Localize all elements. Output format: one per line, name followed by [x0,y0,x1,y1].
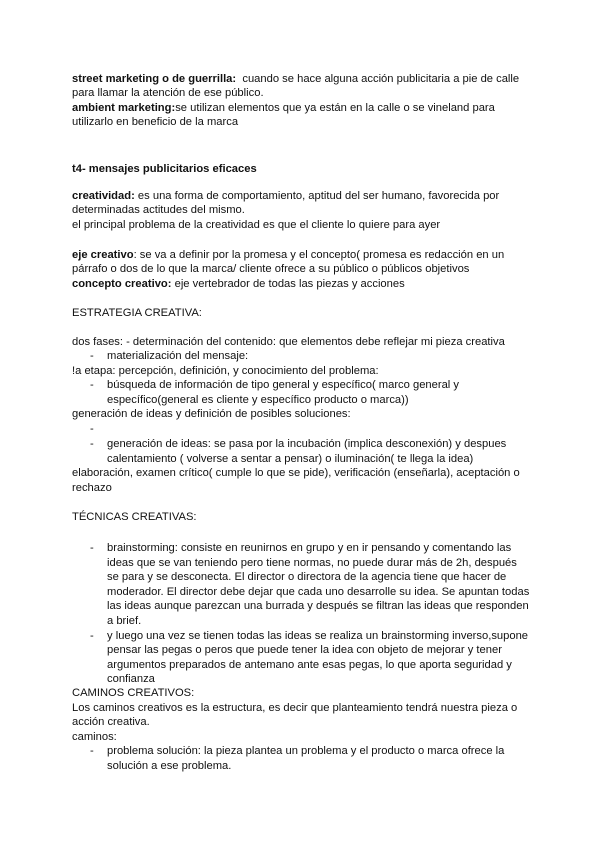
estrategia-bullet-generacion-ideas-cont: calentamiento ( volverse a sentar a pensar) o iluminación( te llega la idea) [107,453,474,465]
street-marketing-line [72,72,519,86]
tecnicas-inverso-line: pensar las pegas o peros que puede tener la idea con objeto de mejorar y tener [107,644,502,656]
tecnicas-brainstorming-line: se para y se desconecta. El director o directora de la agencia tiene que hacer de [107,571,507,583]
street-marketing-definition-cont: para llamar la atención de ese público. [72,87,264,99]
creatividad-definition-cont: determinadas actitudes del mismo. [72,204,245,216]
estrategia-elaboracion: elaboración, examen crítico( cumple lo que se pide), verificación (enseñarla), aceptación o [72,467,520,479]
concepto-creativo-line [72,277,405,291]
creatividad-line [72,189,499,203]
estrategia-primera-etapa: !a etapa: percepción, definición, y conocimiento del problema: [72,365,379,377]
concepto-creativo-term: concepto creativo: [72,278,172,290]
caminos-label: caminos: [72,731,117,743]
eje-creativo-definition: : se va a definir por la promesa y el concepto( promesa es redacción en un [133,249,505,261]
tecnicas-brainstorming-line: a brief. [107,615,142,627]
ambient-marketing-definition-cont: utilizarlo en beneficio de la marca [72,116,239,128]
ambient-marketing-line [72,101,495,115]
tecnicas-brainstorming-line: las ideas aunque parezcan una burrada y después se filtran las ideas que responden [107,600,529,612]
estrategia-rechazo: rechazo [72,482,112,494]
estrategia-heading: ESTRATEGIA CREATIVA: [72,307,202,319]
caminos-heading: CAMINOS CREATIVOS: [72,687,195,699]
bullet-dash: - [90,542,94,554]
tecnicas-brainstorming-line: ideas que se van teniendo pero tiene normas, no puede durar más de 2h, después [107,557,517,569]
bullet-dash: - [90,350,94,362]
caminos-bullet-problema: problema solución: la pieza plantea un problema y el producto o marca ofrece la [107,745,505,757]
eje-creativo-term: eje creativo [72,249,134,261]
concepto-creativo-definition: eje vertebrador de todas las piezas y acciones [174,278,405,290]
tecnicas-inverso-line: confianza [107,673,155,685]
creatividad-term: creatividad: [72,190,135,202]
estrategia-bullet-materializacion: materialización del mensaje: [107,350,249,362]
estrategia-dos-fases: dos fases: - determinación del contenido: que elementos debe reflejar mi pieza creativa [72,336,505,348]
section-title-t4: t4- mensajes publicitarios eficaces [72,163,257,175]
bullet-dash: - [90,745,94,757]
estrategia-generacion: generación de ideas y definición de posibles soluciones: [72,408,351,420]
tecnicas-inverso-line: argumentos preparados de antemano ante esas pegas, lo que aporta seguridad y [107,659,512,671]
creatividad-definition: es una forma de comportamiento, aptitud del ser humano, favorecida por [137,190,500,202]
estrategia-bullet-busqueda: búsqueda de información de tipo general y específico( marco general y [107,379,459,391]
caminos-definition-cont: acción creativa. [72,716,150,728]
estrategia-bullet-generacion-ideas: generación de ideas: se pasa por la incubación (implica desconexión) y despues [107,438,507,450]
eje-creativo-line [72,248,504,262]
street-marketing-definition: cuando se hace alguna acción publicitaria a pie de calle [242,73,520,85]
tecnicas-brainstorming-line: moderador. El director debe dejar que cada uno desarrolle su idea. Se apuntan todas [107,586,530,598]
tecnicas-brainstorming-line: brainstorming: consiste en reunirnos en grupo y en ir pensando y comentando las [107,542,512,554]
creatividad-problem: el principal problema de la creatividad es que el cliente lo quiere para ayer [72,219,441,231]
caminos-bullet-problema-cont: solución a ese problema. [107,760,232,772]
tecnicas-heading: TÉCNICAS CREATIVAS: [72,511,197,523]
bullet-dash: - [90,379,94,391]
estrategia-bullet-busqueda-cont: específico(general es cliente y específico producto o marca)) [107,394,409,406]
bullet-dash: - [90,630,94,642]
caminos-definition: Los caminos creativos es la estructura, es decir que planteamiento tendrá nuestra pieza o [72,702,518,714]
tecnicas-inverso-line: y luego una vez se tienen todas las ideas se realiza un brainstorming inverso,supone [107,630,529,642]
bullet-dash: - [90,423,94,435]
bullet-dash: - [90,438,94,450]
ambient-marketing-definition: se utilizan elementos que ya están en la calle o se vineland para [175,102,495,114]
eje-creativo-definition-cont: párrafo o dos de lo que la marca/ cliente ofrece a su público o públicos objetivos [72,263,470,275]
street-marketing-term: street marketing o de guerrilla: [72,73,237,85]
ambient-marketing-term: ambient marketing: [72,102,176,114]
